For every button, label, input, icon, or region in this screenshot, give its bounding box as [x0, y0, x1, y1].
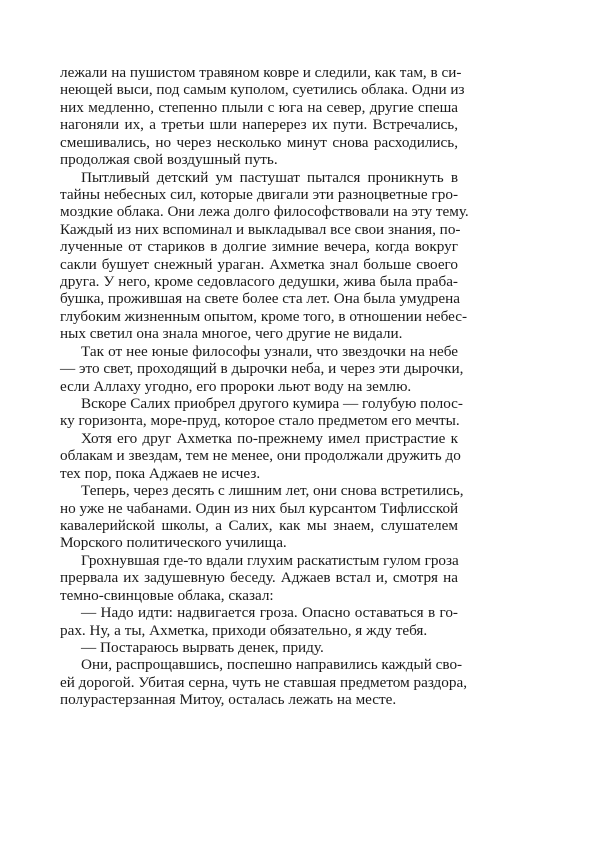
text-line: Морского политического училища.	[60, 534, 287, 552]
paragraph	[60, 639, 458, 656]
text-line: кавалерийской школы, а Салих, как мы знаем, слушателем	[60, 516, 458, 534]
text-line: глубоким жизненным опытом, кроме того, в отношении небес-	[60, 307, 468, 325]
text-line: нагоняли их, а третьи шли наперерез их пути. Встречались,	[60, 116, 458, 134]
text-line: тайны небесных сил, которые двигали эти разноцветные гро-	[60, 185, 458, 203]
text-line: ей дорогой. Убитая серна, чуть не ставшая предметом раздора,	[60, 673, 468, 691]
paragraph	[60, 168, 469, 343]
text-line: тех пор, пока Аджаев не исчез.	[60, 464, 261, 482]
text-line: облакам и звездам, тем не менее, они продолжали дружить до	[60, 447, 461, 465]
text-line: лежали на пушистом травяном ковре и следили, как там, в си-	[60, 64, 462, 81]
text-line: — Постараюсь вырвать денек, приду.	[81, 638, 324, 656]
text-line: ных светил она знала многое, чего другие не видали.	[60, 325, 403, 343]
text-line: Хотя его друг Ахметка по-прежнему имел пристрастие к	[81, 429, 458, 447]
text-line: сакли бушует снежный ураган. Ахметка знал больше своего	[60, 255, 458, 273]
text-line: — Надо идти: надвигается гроза. Опасно оставаться в го-	[81, 604, 458, 622]
paragraph	[60, 64, 465, 169]
text-line: друга. У него, кроме седовласого дедушки, жива была праба-	[60, 273, 458, 291]
paragraph	[60, 656, 468, 709]
text-line: — это свет, проходящий в дырочки неба, и через эти дырочки,	[60, 360, 464, 378]
paragraph	[60, 604, 458, 639]
text-line: если Аллаху угодно, его пророки льют воду на землю.	[60, 377, 412, 395]
paragraph	[60, 552, 458, 604]
text-line: бушка, прожившая на свете более ста лет. Она была умудрена	[60, 290, 461, 308]
text-line: Грохнувшая где-то вдали глухим раскатистым гулом гроза	[81, 551, 459, 569]
paragraph	[60, 482, 464, 552]
text-line: темно-свинцовые облака, сказал:	[60, 586, 274, 604]
text-line: Так от нее юные философы узнали, что звездочки на небе	[81, 342, 458, 360]
page-body-text	[60, 64, 469, 709]
text-line: рах. Ну, а ты, Ахметка, приходи обязательно, я жду тебя.	[60, 621, 428, 639]
text-line: продолжая свой воздушный путь.	[60, 151, 278, 169]
text-line: прервала их задушевную беседу. Аджаев встал и, смотря на	[60, 569, 458, 587]
text-line: Каждый из них вспоминал и выкладывал все свои знания, по-	[60, 220, 461, 238]
text-line: Пытливый детский ум пастушат пытался проникнуть в	[81, 168, 458, 186]
text-line: Они, распрощавшись, поспешно направились каждый сво-	[81, 656, 463, 674]
text-line: неющей выси, под самым куполом, суетились облака. Одни из	[60, 81, 465, 99]
text-line: полурастерзанная Митоу, осталась лежать на месте.	[60, 691, 397, 709]
text-line: ку горизонта, море-пруд, которое стало предметом его мечты.	[60, 412, 460, 430]
text-line: них медленно, степенно плыли с юга на север, другие спеша	[60, 98, 458, 116]
paragraph	[60, 429, 461, 482]
text-line: лученные от стариков в долгие зимние вечера, когда вокруг	[60, 238, 458, 256]
text-line: Теперь, через десять с лишним лет, они снова встретились,	[81, 482, 464, 500]
paragraph	[60, 342, 464, 395]
text-line: смешивались, но через несколько минут снова расходились,	[60, 133, 458, 151]
text-line: моздкие облака. Они лежа долго философствовали на эту тему.	[60, 203, 469, 221]
text-line: но уже не чабанами. Один из них был курсантом Тифлисской	[60, 499, 459, 517]
text-line: Вскоре Салих приобрел другого кумира — голубую полос-	[81, 395, 463, 413]
paragraph	[60, 395, 463, 430]
